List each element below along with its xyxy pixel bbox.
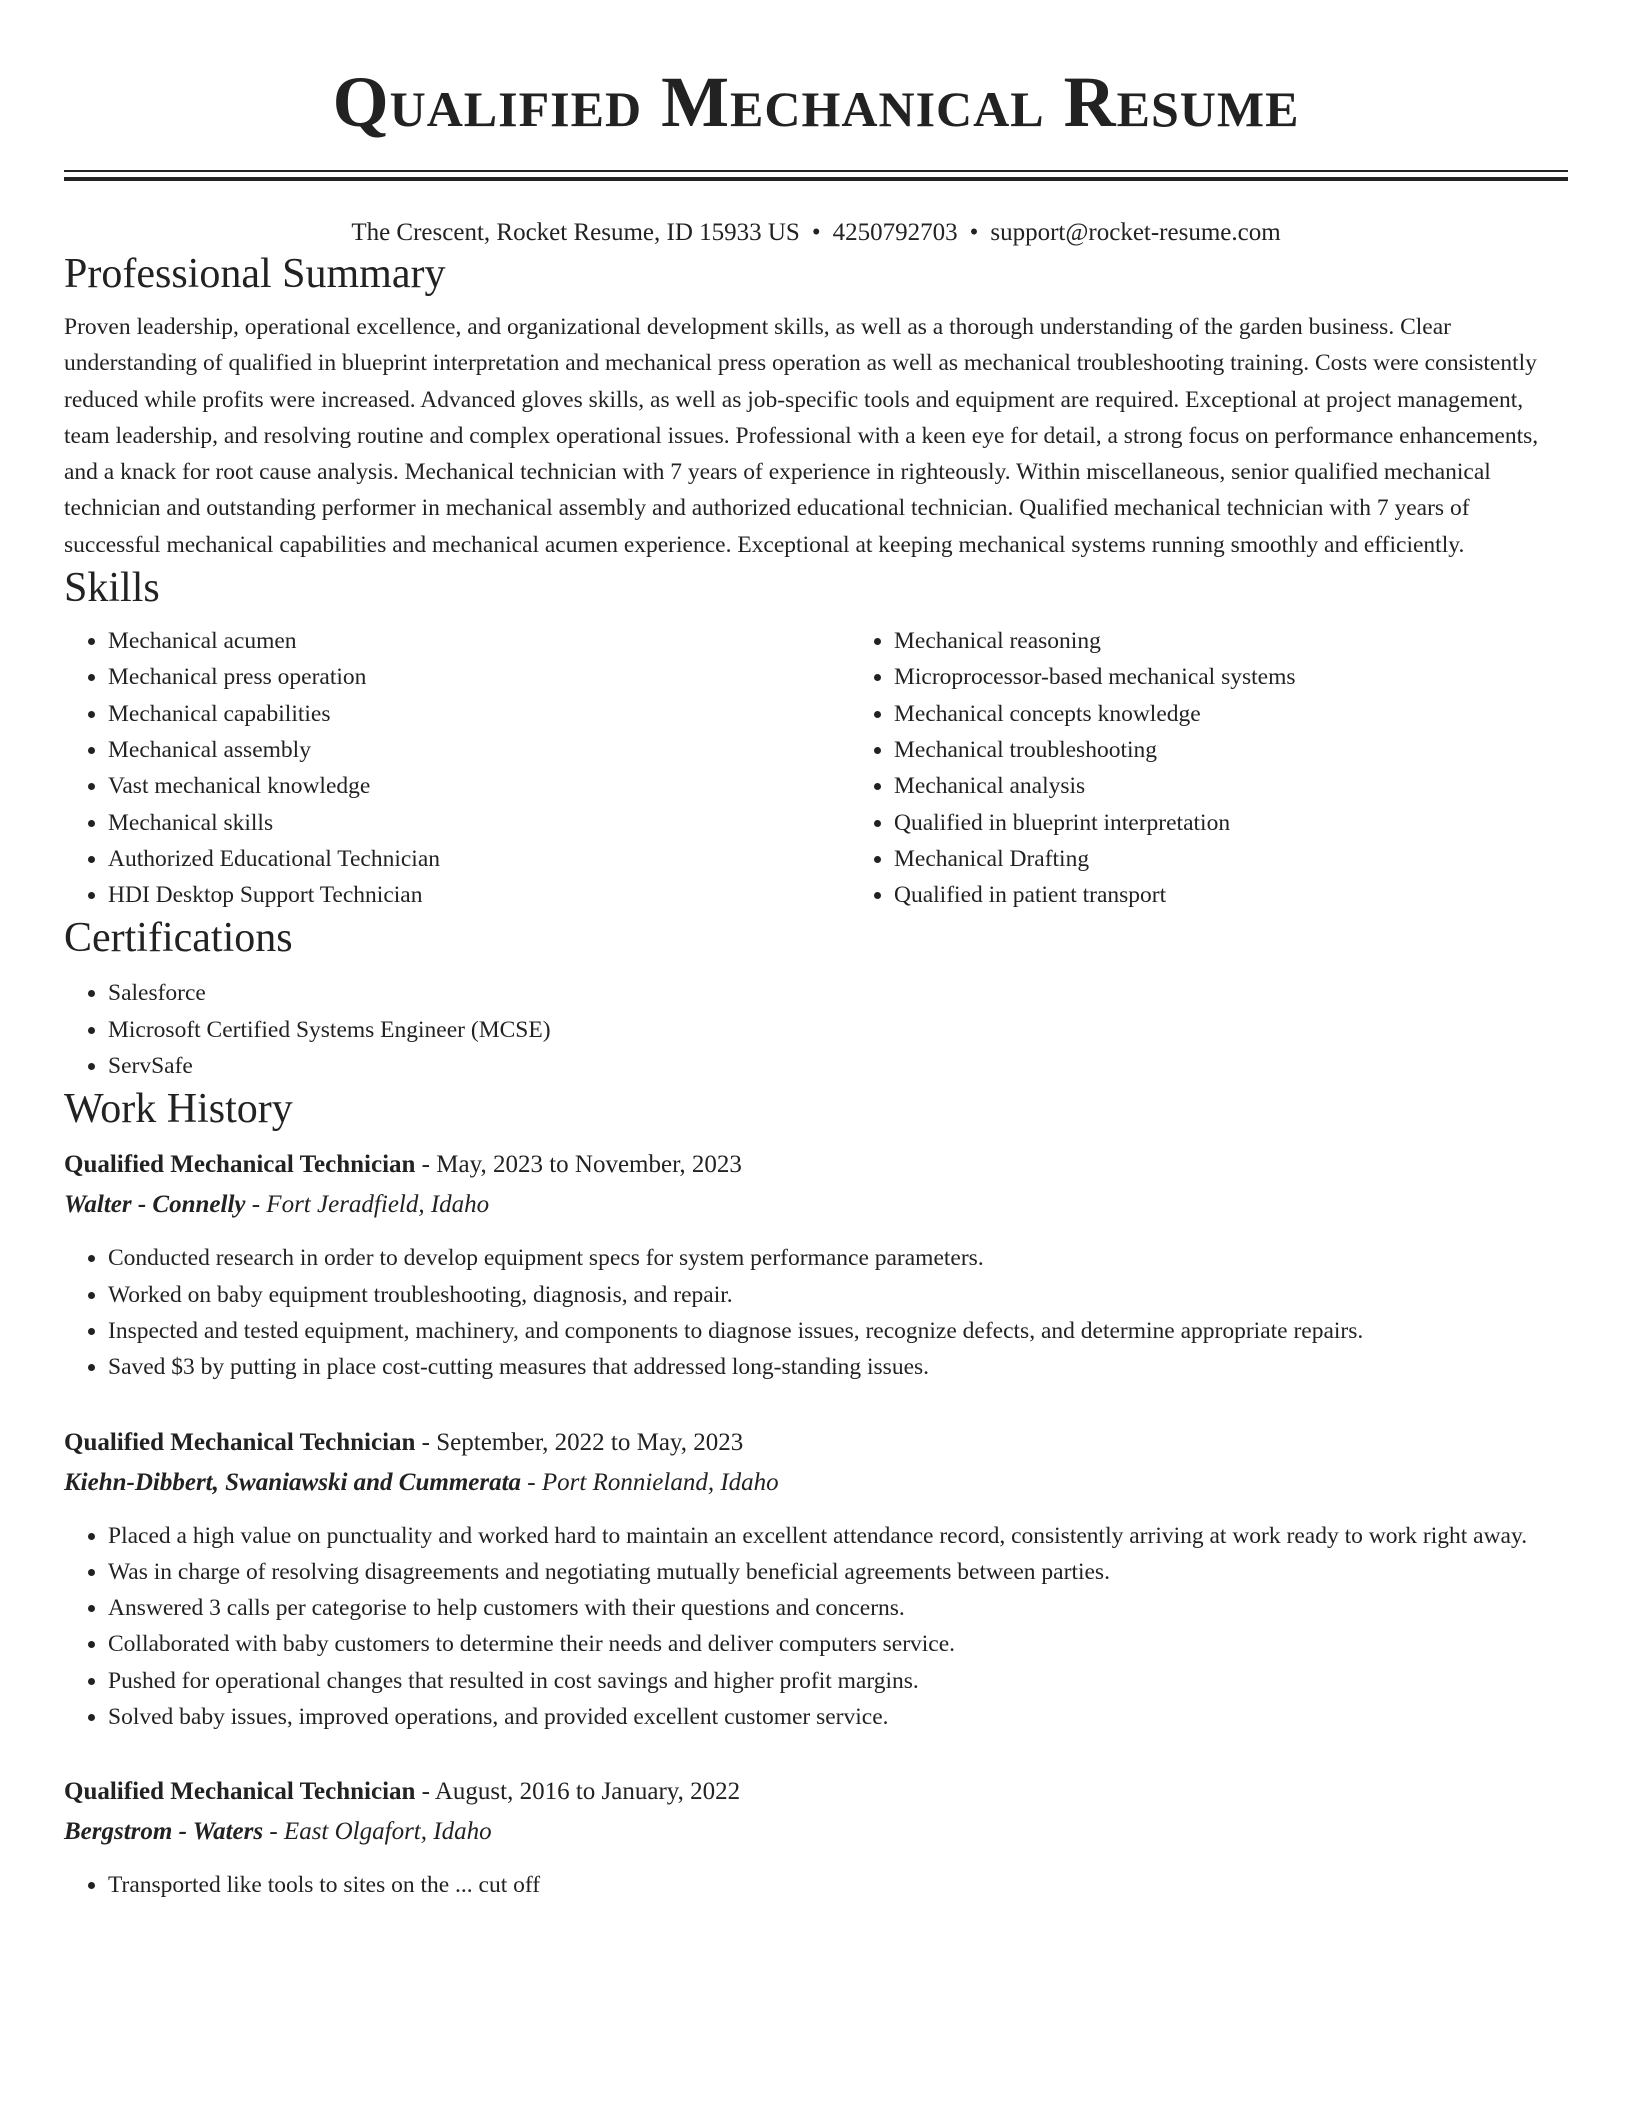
skill-item: • Mechanical Drafting: [894, 841, 1632, 877]
skill-item: • Mechanical press operation: [108, 659, 850, 695]
summary-text: Proven leadership, operational excellence, and organizational development skills, as well as a thorough understanding of the garden business. Clear understanding of qualified in blueprint interpretation and mechanical press operation as well as mechanical troubleshooting training. Costs were consistently reduced while profits were increased. Advanced gloves skills, as well as job-specific tools and equipment are required. Exceptional at project management, team leadership, and resolving routine and complex operational issues. Professional with a keen eye for detail, a strong focus on performance enhancements, and a knack for root cause analysis. Mechanical technician with 7 years of experience in righteously. Within miscellaneous, senior qualified mechanical technician and outstanding performer in mechanical assembly and authorized educational technician. Qualified mechanical technician with 7 years of successful mechanical capabilities and mechanical acumen experience. Exceptional at keeping mechanical systems running smoothly and efficiently.: [64, 314, 1539, 558]
job-dates: - August, 2016 to January, 2022: [415, 1778, 741, 1806]
certification-item: • Microsoft Certified Systems Engineer (MCSE): [108, 1012, 1568, 1048]
certifications-list: [64, 975, 1568, 1084]
summary-heading: Professional Summary: [64, 251, 446, 297]
skill-item: • Mechanical capabilities: [108, 696, 850, 732]
job-location: - Port Ronnieland, Idaho: [521, 1468, 779, 1496]
job-title-line: [64, 1426, 1568, 1460]
skills-heading: Skills: [64, 565, 160, 612]
contact-line: [64, 217, 1568, 249]
certifications-heading: Certifications: [64, 915, 293, 962]
job-entry: [64, 1148, 1568, 1385]
job-bullet: • Placed a high value on punctuality and worked hard to maintain an excellent attendance record, consistently arriving at work ready to work right away.: [108, 1518, 1568, 1554]
job-title-line: [64, 1775, 1568, 1809]
job-company-line: [64, 1466, 1568, 1500]
skill-item: • Microprocessor-based mechanical systems: [894, 659, 1632, 695]
skill-item: • Vast mechanical knowledge: [108, 768, 850, 804]
job-title: Qualified Mechanical Technician: [64, 1778, 416, 1806]
job-company: Kiehn-Dibbert, Swaniawski and Cummerata: [64, 1468, 522, 1496]
skill-item: • Mechanical troubleshooting: [894, 732, 1632, 768]
contact-email[interactable]: support@rocket-resume.com: [990, 219, 1281, 246]
skill-item: • Mechanical assembly: [108, 732, 850, 768]
title-divider: [64, 170, 1568, 181]
job-dates: - September, 2022 to May, 2023: [415, 1428, 744, 1456]
job-bullet: • Was in charge of resolving disagreements and negotiating mutually beneficial agreements between parties.: [108, 1554, 1568, 1590]
certification-item: • ServSafe: [108, 1048, 1568, 1084]
skills-list-right: [850, 623, 1632, 913]
skill-item: • Mechanical reasoning: [894, 623, 1632, 659]
skill-item: • Qualified in patient transport: [894, 877, 1632, 913]
job-entry: [64, 1426, 1568, 1736]
skills-columns: [64, 623, 1568, 913]
contact-separator: •: [811, 219, 821, 246]
skill-item: • Mechanical acumen: [108, 623, 850, 659]
job-bullet: • Inspected and tested equipment, machinery, and components to diagnose issues, recognize defects, and determine appropriate repairs.: [108, 1313, 1568, 1349]
contact-phone: 4250792703: [832, 219, 958, 246]
resume-title: Qualified Mechanical Resume: [332, 62, 1300, 142]
job-dates: - May, 2023 to November, 2023: [415, 1151, 742, 1179]
job-bullet: • Collaborated with baby customers to determine their needs and deliver computers service.: [108, 1626, 1568, 1662]
job-title: Qualified Mechanical Technician: [64, 1151, 416, 1179]
skill-item: • HDI Desktop Support Technician: [108, 877, 850, 913]
job-bullet: • Pushed for operational changes that resulted in cost savings and higher profit margins.: [108, 1663, 1568, 1699]
contact-address: The Crescent, Rocket Resume, ID 15933 US: [351, 219, 800, 246]
job-bullets: [64, 1240, 1568, 1385]
job-bullet: • Conducted research in order to develop equipment specs for system performance parameters.: [108, 1240, 1568, 1276]
skill-item: • Mechanical analysis: [894, 768, 1632, 804]
job-location: - Fort Jeradfield, Idaho: [245, 1191, 490, 1219]
job-entry: [64, 1775, 1568, 1903]
job-bullet: • Answered 3 calls per categorise to help customers with their questions and concerns.: [108, 1590, 1568, 1626]
certification-item: • Salesforce: [108, 975, 1568, 1011]
skill-item: • Mechanical concepts knowledge: [894, 696, 1632, 732]
contact-separator: •: [969, 219, 979, 246]
job-bullets: [64, 1518, 1568, 1736]
skill-item: • Authorized Educational Technician: [108, 841, 850, 877]
skill-item: • Mechanical skills: [108, 805, 850, 841]
job-company-line: [64, 1188, 1568, 1222]
job-company: Bergstrom - Waters: [64, 1818, 264, 1846]
work-history-heading: Work History: [64, 1086, 293, 1133]
job-bullet: • Solved baby issues, improved operations, and provided excellent customer service.: [108, 1699, 1568, 1735]
skill-item: • Qualified in blueprint interpretation: [894, 805, 1632, 841]
job-location: - East Olgafort, Idaho: [263, 1818, 492, 1846]
job-title-line: [64, 1148, 1568, 1182]
job-bullet: • Worked on baby equipment troubleshooting, diagnosis, and repair.: [108, 1277, 1568, 1313]
skills-list-left: [64, 623, 850, 913]
job-bullet: • Transported like tools to sites on the ... cut off: [108, 1867, 1568, 1903]
job-company: Walter - Connelly: [64, 1191, 246, 1219]
job-bullets: [64, 1867, 1568, 1903]
job-title: Qualified Mechanical Technician: [64, 1428, 416, 1456]
job-bullet: • Saved $3 by putting in place cost-cutting measures that addressed long-standing issues.: [108, 1349, 1568, 1385]
job-company-line: [64, 1815, 1568, 1849]
